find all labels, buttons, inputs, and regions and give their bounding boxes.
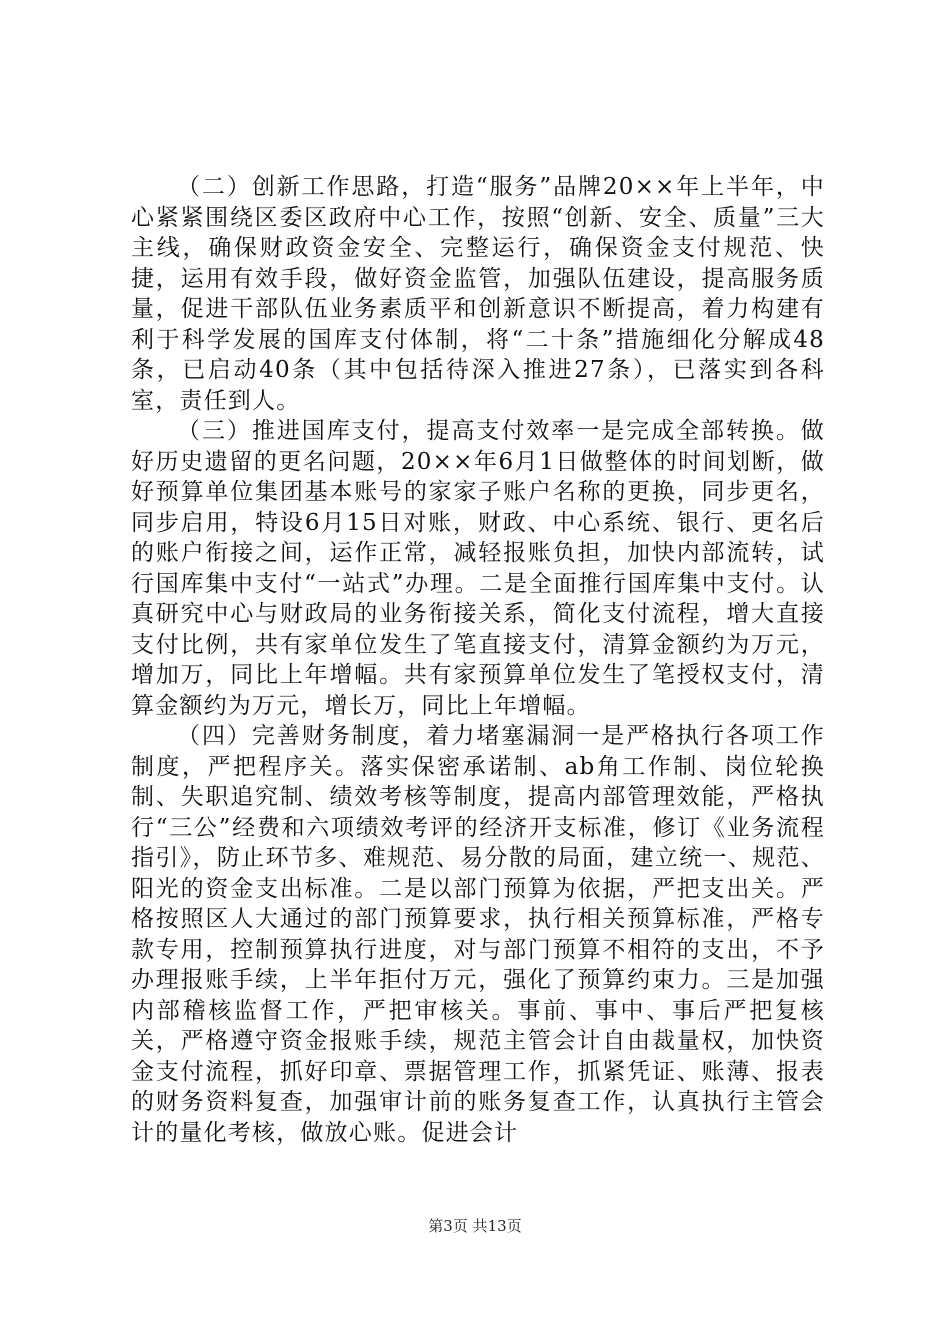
page-footer [0, 1216, 950, 1236]
paragraph-4: （四）完善财务制度，着力堵塞漏洞一是严格执行各项工作制度，严把程序关。落实保密承诺制、ab角工作制、岗位轮换制、失职追究制、绩效考核等制度，提高内部管理效能，严格执行“三公”经费和六项绩效考评的经济开支标准，修订《业务流程指引》，防止环节多、难规范、易分散的局面，建立统一、规范、阳光的资金支出标准。二是以部门预算为依据，严把支出关。严格按照区人大通过的部门预算要求，执行相关预算标准，严格专款专用，控制预算执行进度，对与部门预算不相符的支出，不予办理报账手续，上半年拒付万元，强化了预算约束力。三是加强内部稽核监督工作，严把审核关。事前、事中、事后严把复核关，严格遵守资金报账手续，规范主管会计自由裁量权，加快资金支付流程，抓好印章、票据管理工作，抓紧凭证、账薄、报表的财务资料复查，加强审计前的账务复查工作，认真执行主管会计的量化考核，做放心账。促进会计 [131, 723, 825, 1146]
document-body [131, 172, 825, 1148]
paragraph-2: （二）创新工作思路，打造“服务”品牌20××年上半年，中心紧紧围绕区委区政府中心工作，按照“创新、安全、质量”三大主线，确保财政资金安全、完整运行，确保资金支付规范、快捷，运用有效手段，做好资金监管，加强队伍建设，提高服务质量，促进干部队伍业务素质平和创新意识不断提高，着力构建有利于科学发展的国库支付体制，将“二十条”措施细化分解成48条，已启动40条（其中包括待深入推进27条），已落实到各科室，责任到人。 [131, 174, 825, 414]
page-number-label: 第3页 共13页 [428, 1217, 522, 1235]
paragraph-3: （三）推进国库支付，提高支付效率一是完成全部转换。做好历史遗留的更名问题，20××年6月1日做整体的时间划断，做好预算单位集团基本账号的家家子账户名称的更换，同步更名，同步启用，特设6月15日对账，财政、中心系统、银行、更名后的账户衔接之间，运作正常，减轻报账负担，加快内部流转，试行国库集中支付“一站式”办理。二是全面推行国库集中支付。认真研究中心与财政局的业务衔接关系，简化支付流程，增大直接支付比例，共有家单位发生了笔直接支付，清算金额约为万元，增加万，同比上年增幅。共有家预算单位发生了笔授权支付，清算金额约为万元，增长万，同比上年增幅。 [131, 418, 825, 719]
